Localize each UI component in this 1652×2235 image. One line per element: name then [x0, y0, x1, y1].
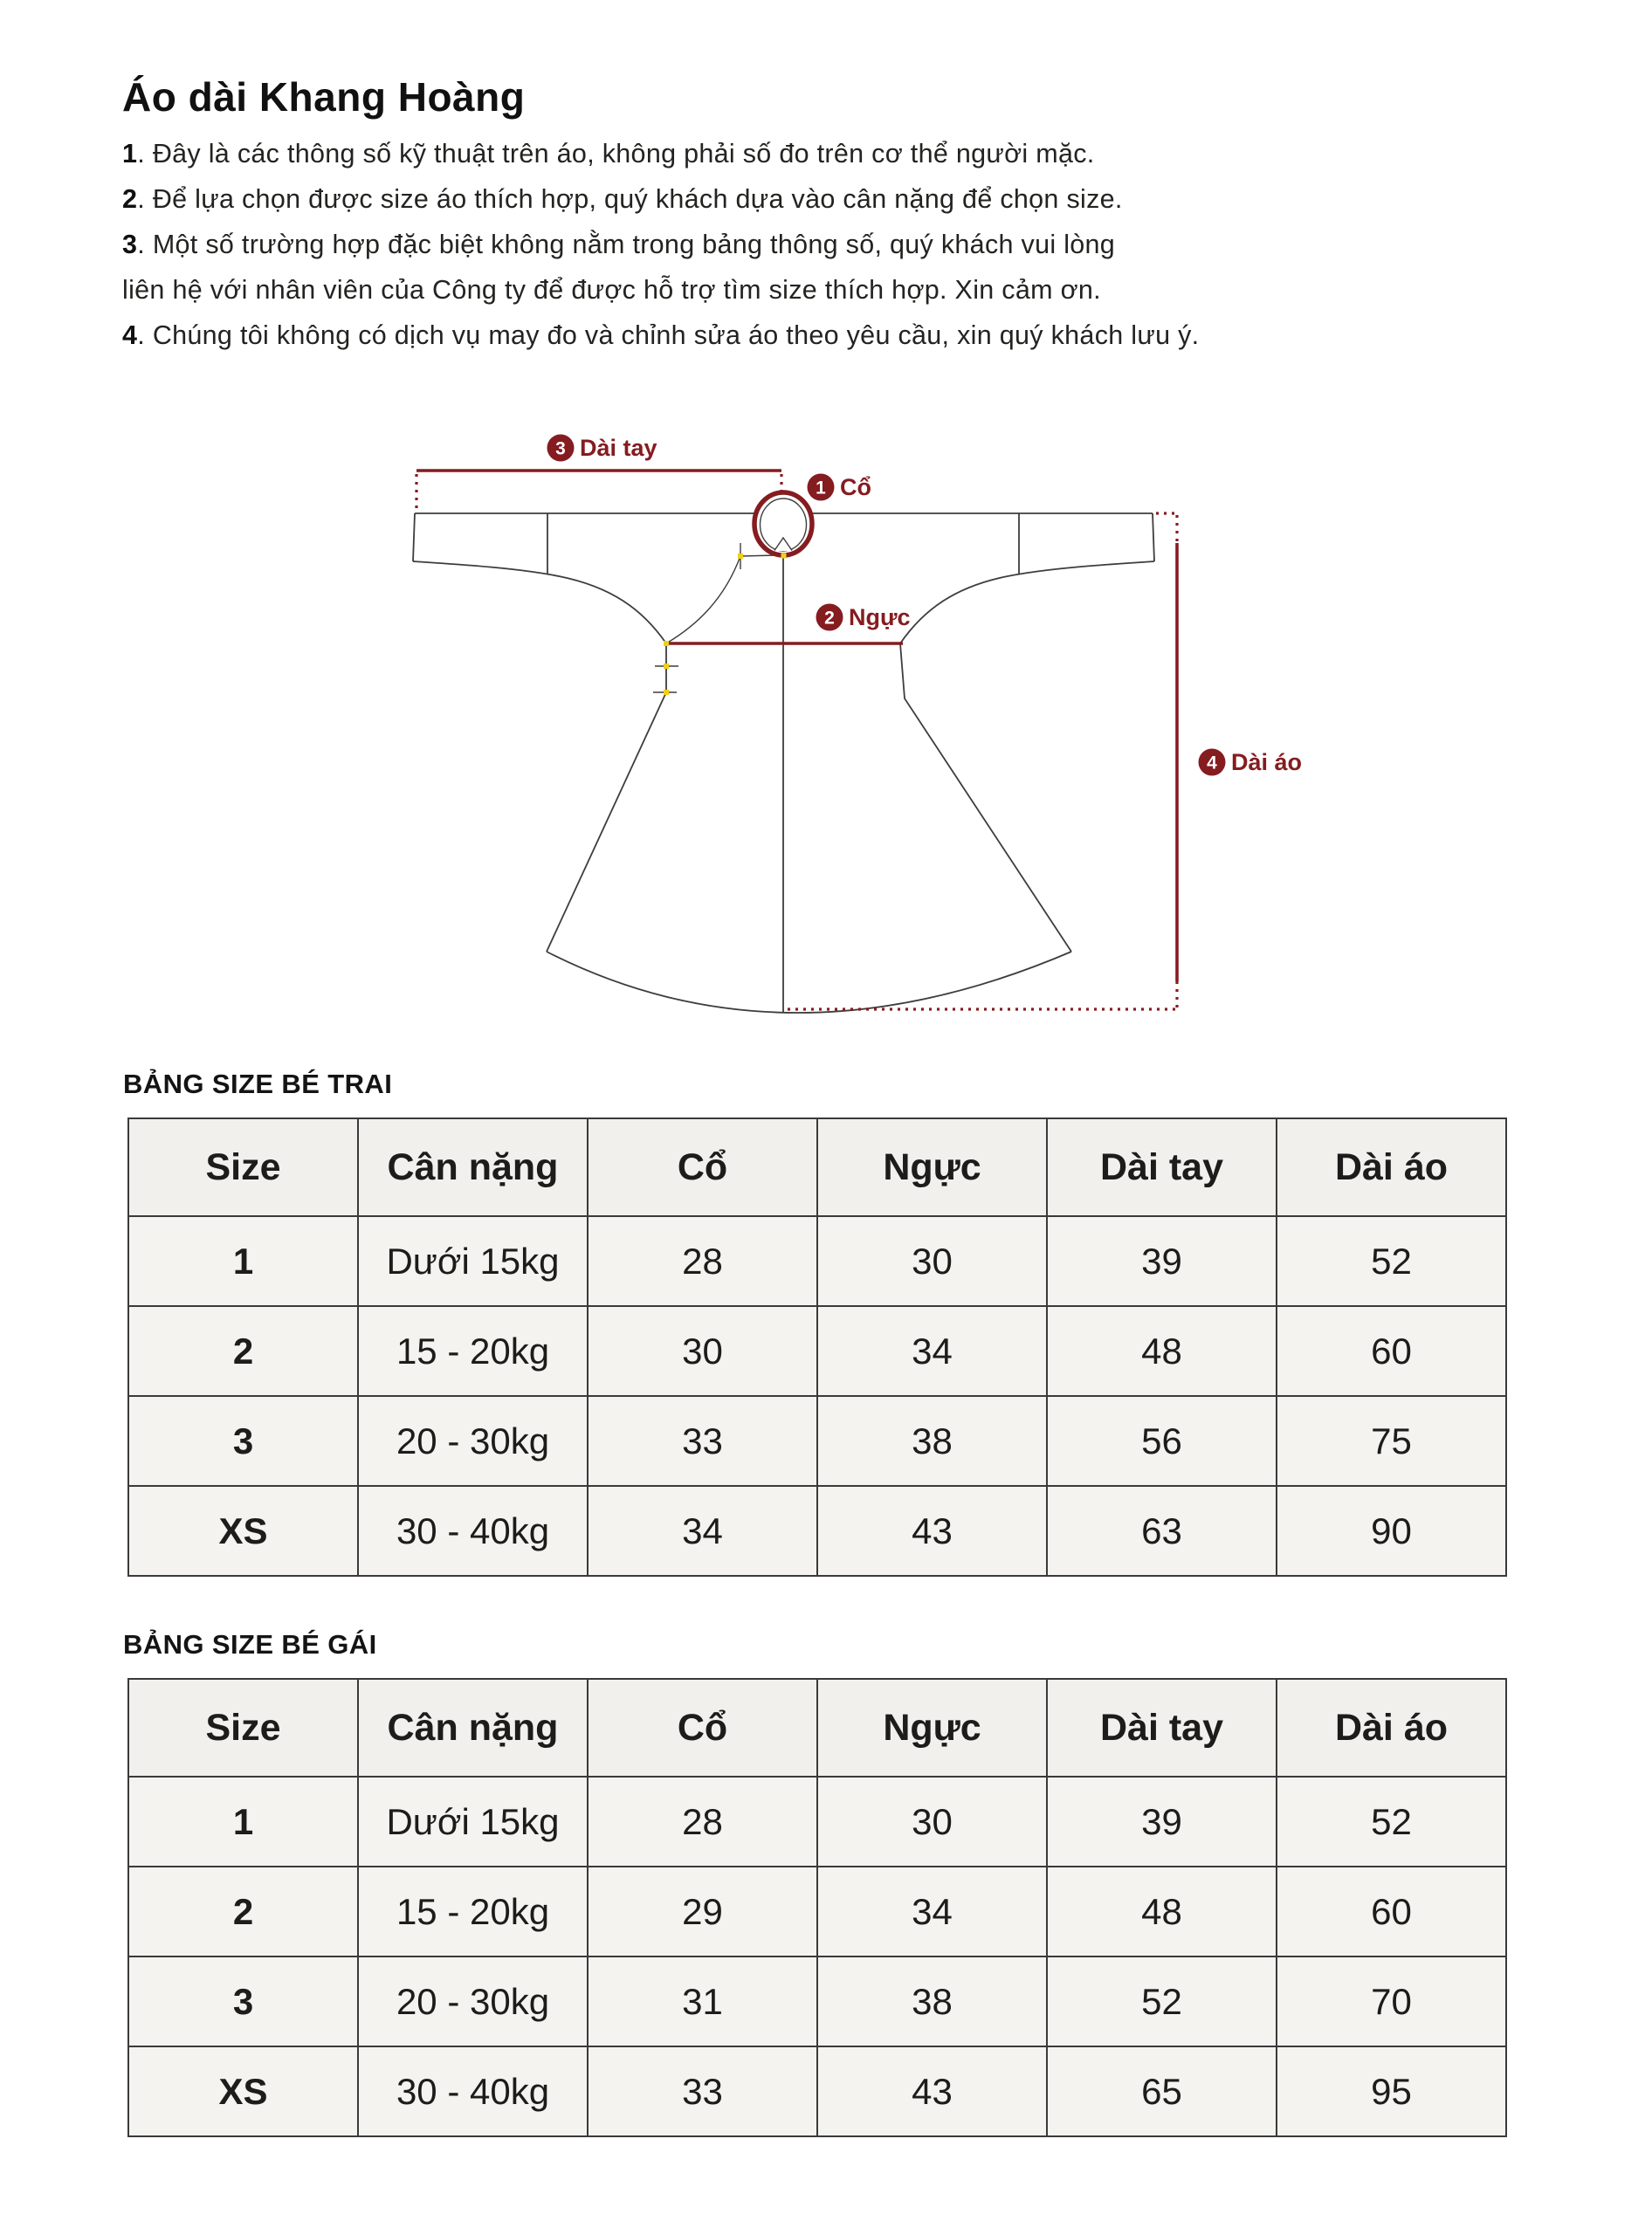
table-row [128, 1396, 1506, 1486]
value-cell: 48 [1047, 1867, 1277, 1956]
garment-length-measurement [788, 513, 1302, 1009]
value-cell: 29 [588, 1867, 817, 1956]
column-header: Size [128, 1679, 358, 1777]
value-cell: 34 [817, 1867, 1047, 1956]
value-cell: 33 [588, 2046, 817, 2136]
measure-number: 3 [555, 438, 566, 459]
boys-size-table [127, 1118, 1507, 1577]
notes-block [122, 131, 1397, 358]
column-header: Ngực [817, 1118, 1047, 1216]
measure-number: 4 [1207, 753, 1217, 774]
value-cell: 20 - 30kg [358, 1396, 588, 1486]
value-cell: 52 [1047, 1956, 1277, 2046]
ao-dai-measurement-diagram [384, 410, 1345, 1056]
table-row [128, 1956, 1506, 2046]
garment-outline [413, 513, 1154, 1013]
size-cell: 3 [128, 1396, 358, 1486]
size-cell: XS [128, 1486, 358, 1576]
column-header: Cổ [588, 1679, 817, 1777]
page-title: Áo dài Khang Hoàng [122, 74, 526, 120]
table-row [128, 1486, 1506, 1576]
value-cell: 20 - 30kg [358, 1956, 588, 2046]
size-cell: 1 [128, 1216, 358, 1306]
value-cell: Dưới 15kg [358, 1216, 588, 1306]
sleeve-length-measurement [416, 435, 781, 511]
size-cell: 2 [128, 1867, 358, 1956]
size-cell: 1 [128, 1777, 358, 1867]
value-cell: 34 [817, 1306, 1047, 1396]
note-text: . Chúng tôi không có dịch vụ may đo và chỉnh sửa áo theo yêu cầu, xin quý khách lưu ý. [137, 320, 1200, 350]
value-cell: 39 [1047, 1777, 1277, 1867]
girls-size-table [127, 1678, 1507, 2137]
size-cell: 2 [128, 1306, 358, 1396]
value-cell: 65 [1047, 2046, 1277, 2136]
column-header: Ngực [817, 1679, 1047, 1777]
note-number: 1 [122, 139, 138, 168]
value-cell: 43 [817, 2046, 1047, 2136]
value-cell: 15 - 20kg [358, 1306, 588, 1396]
value-cell: 43 [817, 1486, 1047, 1576]
value-cell: 39 [1047, 1216, 1277, 1306]
value-cell: 38 [817, 1956, 1047, 2046]
note-text: . Một số trường hợp đặc biệt không nằm trong bảng thông số, quý khách vui lòng [137, 230, 1116, 259]
value-cell: 30 [588, 1306, 817, 1396]
measure-label: Dài áo [1231, 749, 1303, 775]
value-cell: 34 [588, 1486, 817, 1576]
note-line [122, 267, 1397, 313]
value-cell: Dưới 15kg [358, 1777, 588, 1867]
value-cell: 52 [1277, 1216, 1506, 1306]
note-number: 3 [122, 230, 138, 259]
note-line [122, 222, 1397, 267]
value-cell: 70 [1277, 1956, 1506, 2046]
table-row [128, 1867, 1506, 1956]
value-cell: 30 [817, 1777, 1047, 1867]
column-header: Cổ [588, 1118, 817, 1216]
column-header: Dài tay [1047, 1679, 1277, 1777]
value-cell: 90 [1277, 1486, 1506, 1576]
note-line [122, 176, 1397, 222]
column-header: Dài áo [1277, 1118, 1506, 1216]
table-row [128, 1777, 1506, 1867]
table-header-row [128, 1118, 1506, 1216]
measure-label: Cổ [840, 474, 871, 500]
column-header: Dài áo [1277, 1679, 1506, 1777]
column-header: Cân nặng [358, 1118, 588, 1216]
note-number: 4 [122, 320, 138, 350]
value-cell: 33 [588, 1396, 817, 1486]
girls-table-title: BẢNG SIZE BÉ GÁI [123, 1629, 377, 1660]
table-row [128, 2046, 1506, 2136]
note-text: liên hệ với nhân viên của Công ty để được hỗ trợ tìm size thích hợp. Xin cảm ơn. [122, 275, 1101, 305]
value-cell: 95 [1277, 2046, 1506, 2136]
note-line [122, 313, 1397, 358]
boys-table-title: BẢNG SIZE BÉ TRAI [123, 1069, 393, 1099]
table-row [128, 1306, 1506, 1396]
size-cell: XS [128, 2046, 358, 2136]
value-cell: 52 [1277, 1777, 1506, 1867]
value-cell: 15 - 20kg [358, 1867, 588, 1956]
chest-measurement [666, 604, 911, 644]
value-cell: 30 - 40kg [358, 2046, 588, 2136]
column-header: Size [128, 1118, 358, 1216]
value-cell: 63 [1047, 1486, 1277, 1576]
value-cell: 38 [817, 1396, 1047, 1486]
value-cell: 60 [1277, 1867, 1506, 1956]
note-text: . Đây là các thông số kỹ thuật trên áo, không phải số đo trên cơ thể người mặc. [137, 139, 1095, 168]
value-cell: 60 [1277, 1306, 1506, 1396]
measure-label: Ngực [849, 604, 911, 630]
note-line [122, 131, 1397, 176]
construction-markers [664, 554, 787, 696]
value-cell: 30 - 40kg [358, 1486, 588, 1576]
measure-number: 2 [824, 608, 835, 629]
garment-diagram-svg [384, 410, 1345, 1056]
measure-label: Dài tay [580, 435, 657, 461]
value-cell: 31 [588, 1956, 817, 2046]
value-cell: 56 [1047, 1396, 1277, 1486]
table-header-row [128, 1679, 1506, 1777]
value-cell: 28 [588, 1777, 817, 1867]
value-cell: 75 [1277, 1396, 1506, 1486]
value-cell: 48 [1047, 1306, 1277, 1396]
value-cell: 30 [817, 1216, 1047, 1306]
size-cell: 3 [128, 1956, 358, 2046]
note-text: . Để lựa chọn được size áo thích hợp, quý khách dựa vào cân nặng để chọn size. [137, 184, 1123, 214]
value-cell: 28 [588, 1216, 817, 1306]
collar-measurement [754, 474, 871, 556]
column-header: Cân nặng [358, 1679, 588, 1777]
table-row [128, 1216, 1506, 1306]
column-header: Dài tay [1047, 1118, 1277, 1216]
measure-number: 1 [816, 478, 826, 499]
note-number: 2 [122, 184, 138, 214]
